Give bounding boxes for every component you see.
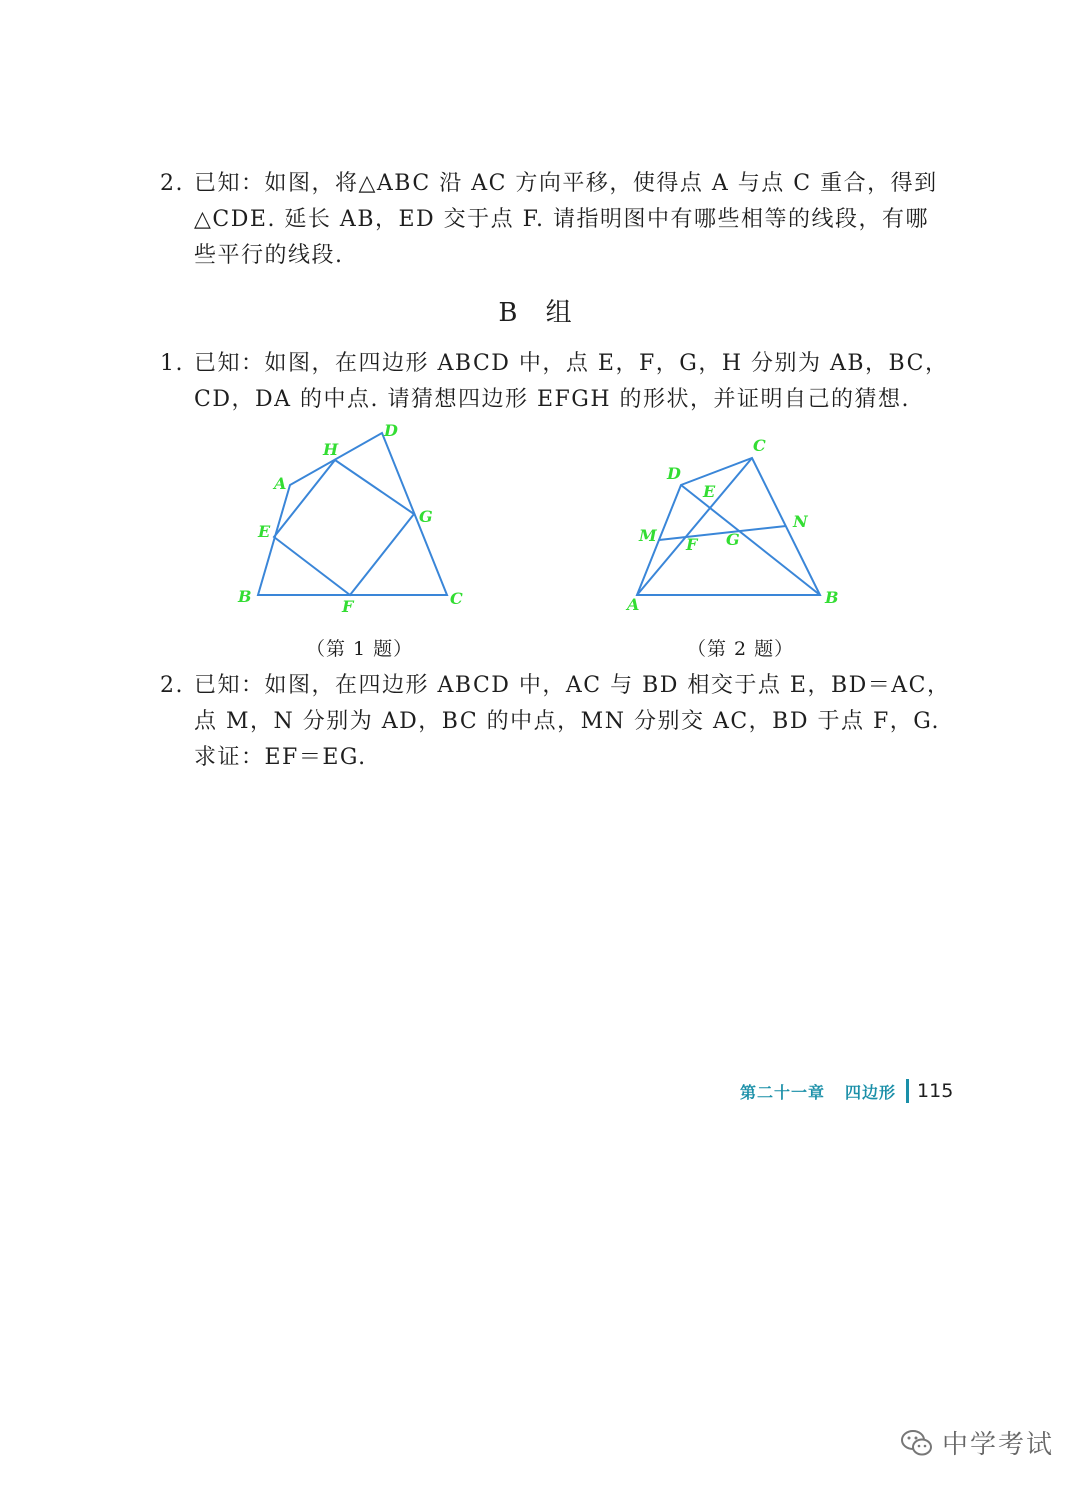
problem-number: 2. <box>160 673 184 698</box>
chapter-label: 第二十一章 <box>740 1082 826 1102</box>
label-g: G <box>726 530 740 549</box>
problem-text-line: 点 M，N 分别为 AD，BC 的中点，MN 分别交 AC，BD 于点 F，G. <box>194 709 941 734</box>
wechat-icon <box>900 1428 934 1458</box>
figure-2-caption: （第 2 题） <box>687 638 795 660</box>
problem-text-line: 已知：如图，在四边形 ABCD 中，AC 与 BD 相交于点 E，BD＝AC， <box>194 673 951 698</box>
label-a: A <box>627 595 640 614</box>
problem-text-line: 求证：EF＝EG. <box>194 745 367 770</box>
problem-text-line: 已知：如图，将△ABC 沿 AC 方向平移，使得点 A 与点 C 重合，得到 <box>194 171 938 196</box>
figure-2-diagram <box>620 425 850 615</box>
label-g: G <box>419 507 433 526</box>
label-b: B <box>825 588 839 607</box>
problem-text-line: 已知：如图，在四边形 ABCD 中，点 E，F，G，H 分别为 AB，BC， <box>194 351 949 376</box>
label-c: C <box>753 436 766 455</box>
problem-text-line: CD，DA 的中点. 请猜想四边形 EFGH 的形状，并证明自己的猜想. <box>194 387 911 412</box>
label-m: M <box>639 526 657 545</box>
problem-b2 <box>160 668 951 776</box>
problem-text-line: 些平行的线段. <box>194 243 344 268</box>
watermark-text: 中学考试 <box>942 1430 1055 1460</box>
quadrilateral-efgh <box>274 460 414 595</box>
figure-2 <box>620 425 850 619</box>
diagonal-bd <box>681 485 820 595</box>
problem-a2 <box>160 166 940 274</box>
section-label: 四边形 <box>845 1082 897 1102</box>
figure-1 <box>230 418 480 622</box>
label-e: E <box>703 482 716 501</box>
problem-number: 2. <box>160 171 184 196</box>
label-b: B <box>238 587 252 606</box>
section-title: B 组 <box>498 298 582 328</box>
footer-divider <box>906 1079 909 1103</box>
page-footer <box>740 1078 953 1104</box>
label-d: D <box>667 464 681 483</box>
problem-b1 <box>160 346 949 418</box>
problem-text-line: △CDE. 延长 AB，ED 交于点 F. 请指明图中有哪些相等的线段，有哪 <box>194 207 929 232</box>
label-a: A <box>274 474 287 493</box>
watermark <box>900 1424 1054 1461</box>
label-f: F <box>686 535 698 554</box>
label-d: D <box>384 421 398 440</box>
figure-1-caption: （第 1 题） <box>306 638 414 660</box>
segment-mn <box>659 526 786 540</box>
label-h: H <box>323 440 339 459</box>
label-c: C <box>450 589 463 608</box>
label-e: E <box>258 522 271 541</box>
page-number: 115 <box>917 1080 954 1102</box>
problem-number: 1. <box>160 351 184 376</box>
label-f: F <box>342 597 354 616</box>
figure-1-diagram <box>230 418 480 618</box>
label-n: N <box>793 512 808 531</box>
